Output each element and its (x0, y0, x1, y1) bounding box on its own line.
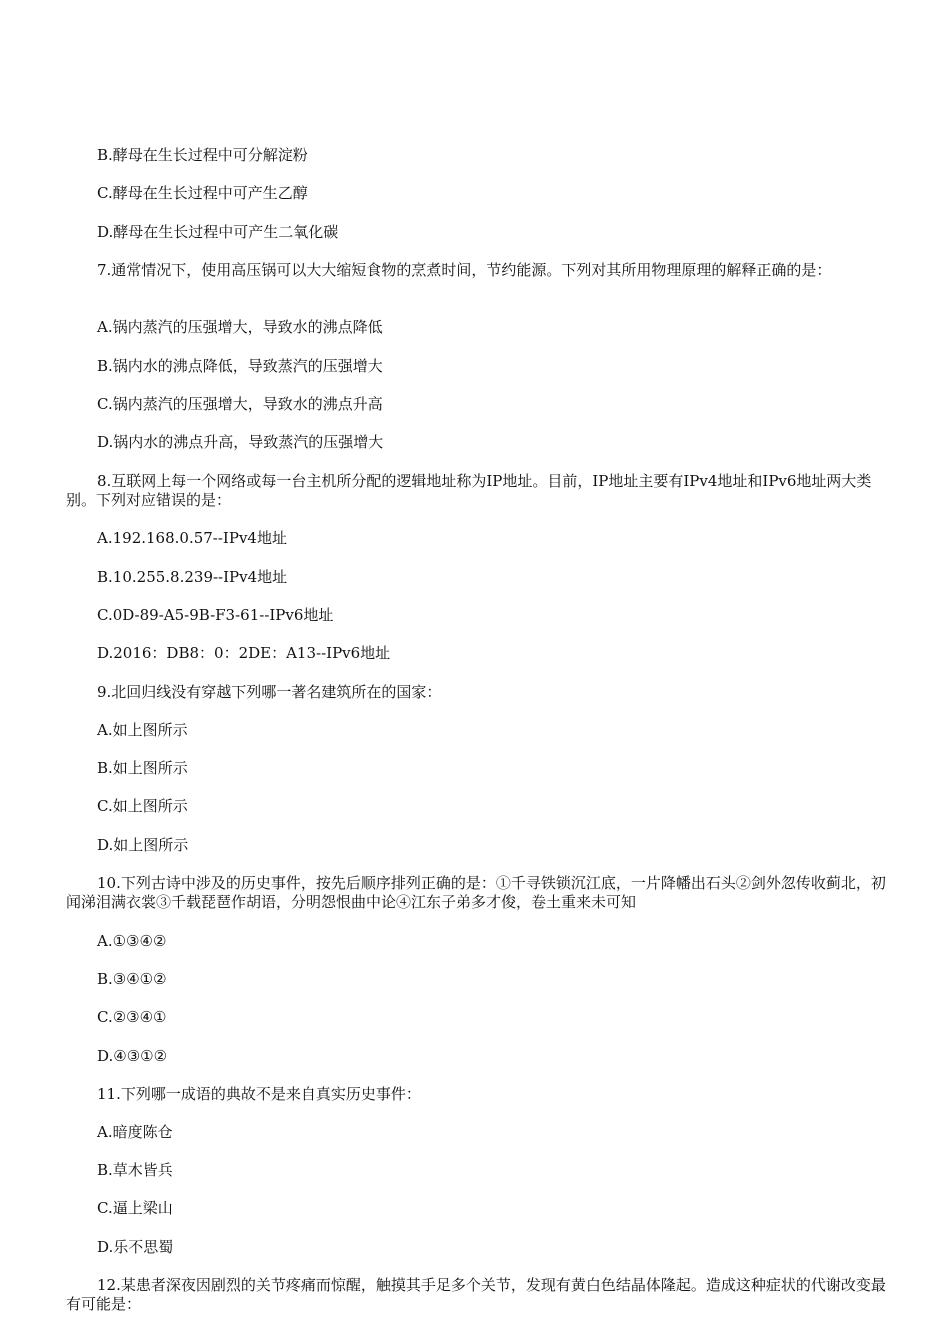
q11-option-b: B.草木皆兵 (97, 1161, 173, 1179)
q11-option-d: D.乐不思蜀 (97, 1238, 174, 1256)
q6-option-c: C.酵母在生长过程中可产生乙醇 (97, 184, 308, 202)
q11-option-c: C.逼上梁山 (97, 1199, 173, 1217)
q7-option-c: C.锅内蒸汽的压强增大，导致水的沸点升高 (97, 395, 383, 413)
q9-option-c: C.如上图所示 (97, 797, 188, 815)
q9-option-d: D.如上图所示 (97, 836, 189, 854)
q8-option-b: B.10.255.8.239--IPv4地址 (97, 568, 288, 586)
q11-option-a: A.暗度陈仓 (97, 1123, 173, 1141)
q6-option-d: D.酵母在生长过程中可产生二氧化碳 (97, 223, 339, 241)
q7-stem: 7.通常情况下，使用高压锅可以大大缩短食物的烹煮时间，节约能源。下列对其所用物理原理的解释正确的是： (97, 261, 832, 279)
q10-option-a: A.①③④② (97, 932, 167, 950)
q8-option-d: D.2016：DB8：0：2DE：A13--IPv6地址 (97, 644, 391, 662)
q10-option-c: C.②③④① (97, 1008, 167, 1026)
q8-option-c: C.0D-89-A5-9B-F3-61--IPv6地址 (97, 606, 334, 624)
q7-option-b: B.锅内水的沸点降低，导致蒸汽的压强增大 (97, 357, 383, 375)
q7-option-a: A.锅内蒸汽的压强增大，导致水的沸点降低 (97, 318, 383, 336)
q9-option-b: B.如上图所示 (97, 759, 188, 777)
q7-option-d: D.锅内水的沸点升高，导致蒸汽的压强增大 (97, 433, 384, 451)
q10-stem: 10.下列古诗中涉及的历史事件，按先后顺序排列正确的是：①千寻铁锁沉江底，一片降幡出石头②剑外忽传收蓟北，初闻涕泪满衣裳③千载琵琶作胡语，分明怨恨曲中论④江东子弟多才俊，卷土重来未可知 (66, 874, 886, 911)
q8-option-a: A.192.168.0.57--IPv4地址 (97, 529, 287, 547)
q10-option-d: D.④③①② (97, 1047, 168, 1065)
q6-option-b: B.酵母在生长过程中可分解淀粉 (97, 146, 308, 164)
q9-stem: 9.北回归线没有穿越下列哪一著名建筑所在的国家： (97, 683, 442, 701)
q11-stem: 11.下列哪一成语的典故不是来自真实历史事件： (97, 1085, 421, 1103)
q10-option-b: B.③④①② (97, 970, 167, 988)
q8-stem: 8.互联网上每一个网络或每一台主机所分配的逻辑地址称为IP地址。目前，IP地址主要有IPv4地址和IPv6地址两大类别。下列对应错误的是： (66, 472, 872, 509)
q9-option-a: A.如上图所示 (97, 721, 188, 739)
q12-stem: 12.某患者深夜因剧烈的关节疼痛而惊醒，触摸其手足多个关节，发现有黄白色结晶体隆起。造成这种症状的代谢改变最有可能是： (66, 1276, 886, 1313)
